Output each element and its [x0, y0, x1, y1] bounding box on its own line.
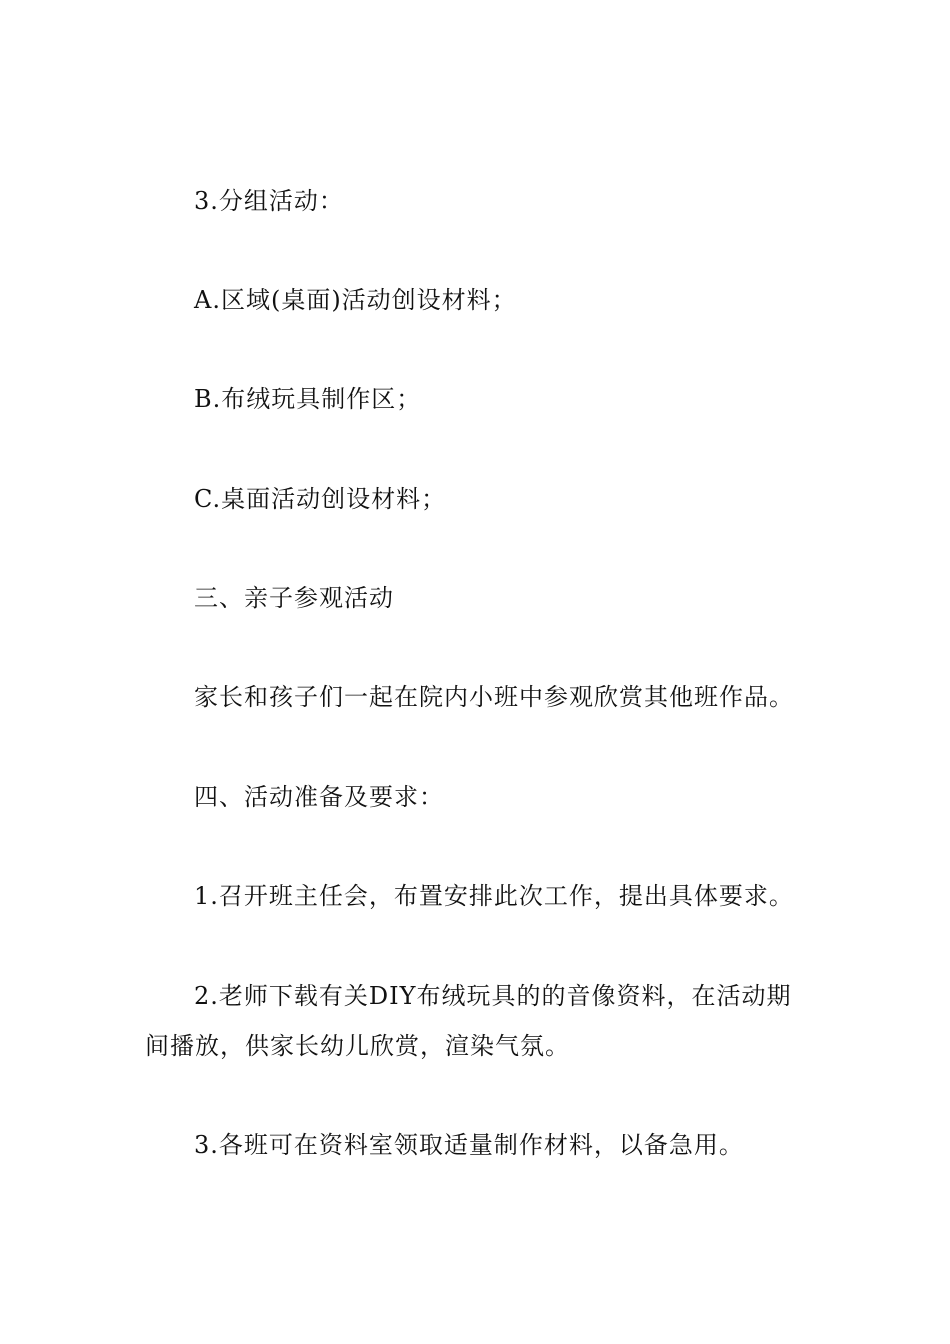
paragraph-requirement-3: 3.各班可在资料室领取适量制作材料，以备急用。: [194, 1131, 744, 1159]
paragraph-group-activity: 3.分组活动：: [194, 187, 344, 215]
section-heading-preparation: 四、活动准备及要求：: [194, 783, 444, 811]
paragraph-item-a: A.区域(桌面)活动创设材料；: [194, 286, 517, 314]
paragraph-item-c: C.桌面活动创设材料；: [194, 485, 447, 513]
paragraph-item-b: B.布绒玩具制作区；: [194, 385, 422, 413]
section-heading-parent-child-visit: 三、亲子参观活动: [194, 584, 394, 612]
paragraph-requirement-1: 1.召开班主任会，布置安排此次工作，提出具体要求。: [194, 882, 794, 910]
paragraph-requirement-2: 2.老师下载有关DIY布绒玩具的的音像资料，在活动期间播放，供家长幼儿欣赏，渲染气氛。: [145, 982, 792, 1060]
paragraph-visit-description: 家长和孩子们一起在院内小班中参观欣赏其他班作品。: [194, 683, 794, 711]
